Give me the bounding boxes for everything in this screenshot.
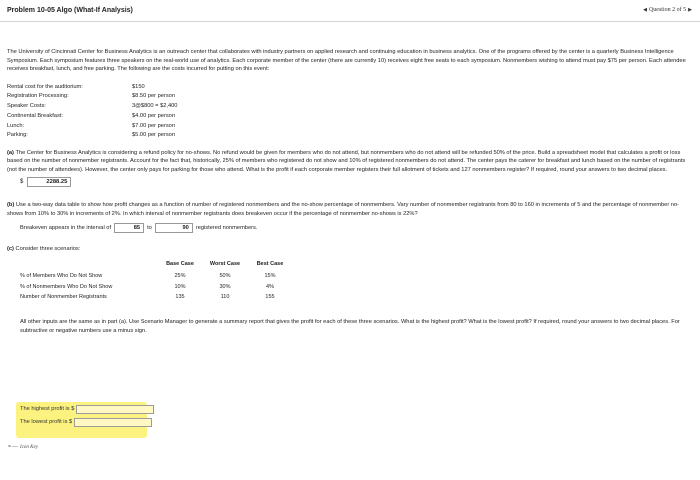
- part-c-label: (c): [7, 246, 14, 253]
- question-navigation: [643, 6, 692, 15]
- part-b-text: Use a two-way data table to show how profit changes as a function of number of registered nonmembers and the no-show percentage of nonmembers. Vary number of nonmember registrants from 80 to 160 in increments of 5 and the percentage of nonmember no-shows from 10% to 30% in increments of 2%. In which interval of nonmember registrants does breakeven occur if the percentage of nonmember no-shows is 22%?: [7, 202, 680, 217]
- part-a: [7, 149, 695, 188]
- interval-from-input[interactable]: 85: [114, 223, 144, 233]
- cost-value: 3@$800 = $2,400: [132, 103, 178, 110]
- header-bar: [0, 0, 700, 22]
- table-cell: 135: [175, 293, 185, 300]
- table-cell: 50%: [219, 273, 231, 280]
- scenario-table: [20, 260, 292, 302]
- cost-list: [7, 83, 695, 140]
- scenario-question: All other inputs are the same as in part (a). Use Scenario Manager to generate a summary report that gives the profit for each of these three scenarios. What is the highest profit? What is the lowest profit? If required, round your answers to two decimal places. For subtractive or negative numbers use a minus sign.: [20, 319, 680, 334]
- cost-label: Lunch:: [7, 122, 25, 129]
- table-row-label: Number of Nonmember Registrants: [20, 293, 107, 300]
- table-cell: 30%: [219, 283, 231, 290]
- table-row: [20, 292, 292, 302]
- currency-symbol: $: [20, 178, 24, 185]
- breakeven-suffix: registered nonmembers.: [195, 225, 258, 232]
- part-b-label: (b): [7, 202, 15, 209]
- table-header-cell: Base Case: [166, 261, 194, 268]
- table-cell: 4%: [266, 283, 274, 290]
- cost-value: $7.00 per person: [132, 122, 176, 129]
- breakeven-row: [7, 223, 695, 233]
- table-row-label: % of Nonmembers Who Do Not Show: [20, 283, 113, 290]
- problem-title: Problem 10-05 Algo (What-If Analysis): [7, 7, 133, 14]
- cost-label: Continental Breakfast:: [7, 112, 63, 119]
- table-cell: 10%: [174, 283, 186, 290]
- part-c: [7, 245, 695, 335]
- cost-value: $8.50 per person: [132, 93, 176, 100]
- cost-value: $5.00 per person: [132, 132, 176, 139]
- table-cell: 25%: [174, 273, 186, 280]
- table-header-cell: Worst Case: [209, 261, 241, 268]
- lowest-profit-label: The lowest profit is $: [20, 419, 73, 426]
- table-row: [20, 282, 292, 292]
- table-row-label: % of Members Who Do Not Show: [20, 273, 103, 280]
- interval-to-word: to: [147, 225, 152, 232]
- problem-content: [7, 48, 695, 335]
- part-a-label: (a): [7, 149, 14, 156]
- icon-key-label: Icon Key: [20, 444, 38, 450]
- table-header-cell: Best Case: [256, 261, 284, 268]
- breakeven-prefix: Breakeven appears in the interval of: [20, 225, 112, 232]
- previous-question-icon[interactable]: ◀: [643, 7, 647, 13]
- lowest-profit-input[interactable]: [74, 418, 152, 427]
- highest-profit-label: The highest profit is $: [20, 406, 75, 413]
- icon-key-link[interactable]: [7, 443, 38, 452]
- table-header-cell: [20, 260, 158, 271]
- table-cell: 110: [220, 293, 230, 300]
- cost-label: Rental cost for the auditorium:: [7, 83, 83, 90]
- interval-to-input[interactable]: 90: [155, 223, 193, 233]
- cost-label: Parking:: [7, 132, 28, 139]
- table-cell: 155: [265, 293, 275, 300]
- table-row: [20, 271, 292, 281]
- table-header-row: [20, 260, 292, 271]
- cost-value: $150: [132, 83, 145, 90]
- part-b: [7, 201, 695, 233]
- cost-value: $4.00 per person: [132, 112, 176, 119]
- next-question-icon[interactable]: ▶: [688, 7, 692, 13]
- part-c-intro: Consider three scenarios:: [15, 246, 81, 253]
- highest-profit-row: [20, 405, 154, 414]
- highest-profit-input[interactable]: [76, 405, 154, 414]
- problem-intro: The University of Cincinnati Center for Business Analytics is an outreach center that collaborates with industry partners on applied research and continuing education in business analytics. One of the programs offered by the center is a quarterly Business Intelligence Symposium. Each symposium features three speakers on the real-world use of analytics. Each corporate member of the center (there are currently 10) receives eight free seats to each symposium. Nonmembers wishing to attend must pay $75 per person. Each attendee receives breakfast, lunch, and free parking. The following are the costs incurred for putting on this event:: [7, 49, 686, 73]
- part-a-profit-input[interactable]: 2288.25: [27, 177, 71, 187]
- part-a-answer-row: [7, 177, 695, 187]
- table-cell: 15%: [264, 273, 276, 280]
- key-icon: ⚬—: [7, 444, 19, 450]
- cost-label: Speaker Costs:: [7, 103, 46, 110]
- lowest-profit-row: [20, 418, 152, 427]
- question-counter: Question 2 of 5: [648, 7, 687, 13]
- cost-label: Registration Processing:: [7, 93, 69, 100]
- part-a-text: The Center for Business Analytics is considering a refund policy for no-shows. No refund would be given for members who do not attend, but nonmembers who do not attend will be refunded 50% of the price. Build a spreadsheet model that calculates a profit or loss based on the number of nonmember registrants. Account for the fact that, historically, 25% of members who registered do not show and 10% of registered nonmembers do not attend. The center pays the caterer for breakfast and lunch based on the number of registrants (not the number of attendees). However, the center only pays for parking for those who attend. What is the profit if each corporate member registers their full allotment of tickets and 127 nonmembers register? If required, round your answers to two decimal places.: [7, 149, 686, 173]
